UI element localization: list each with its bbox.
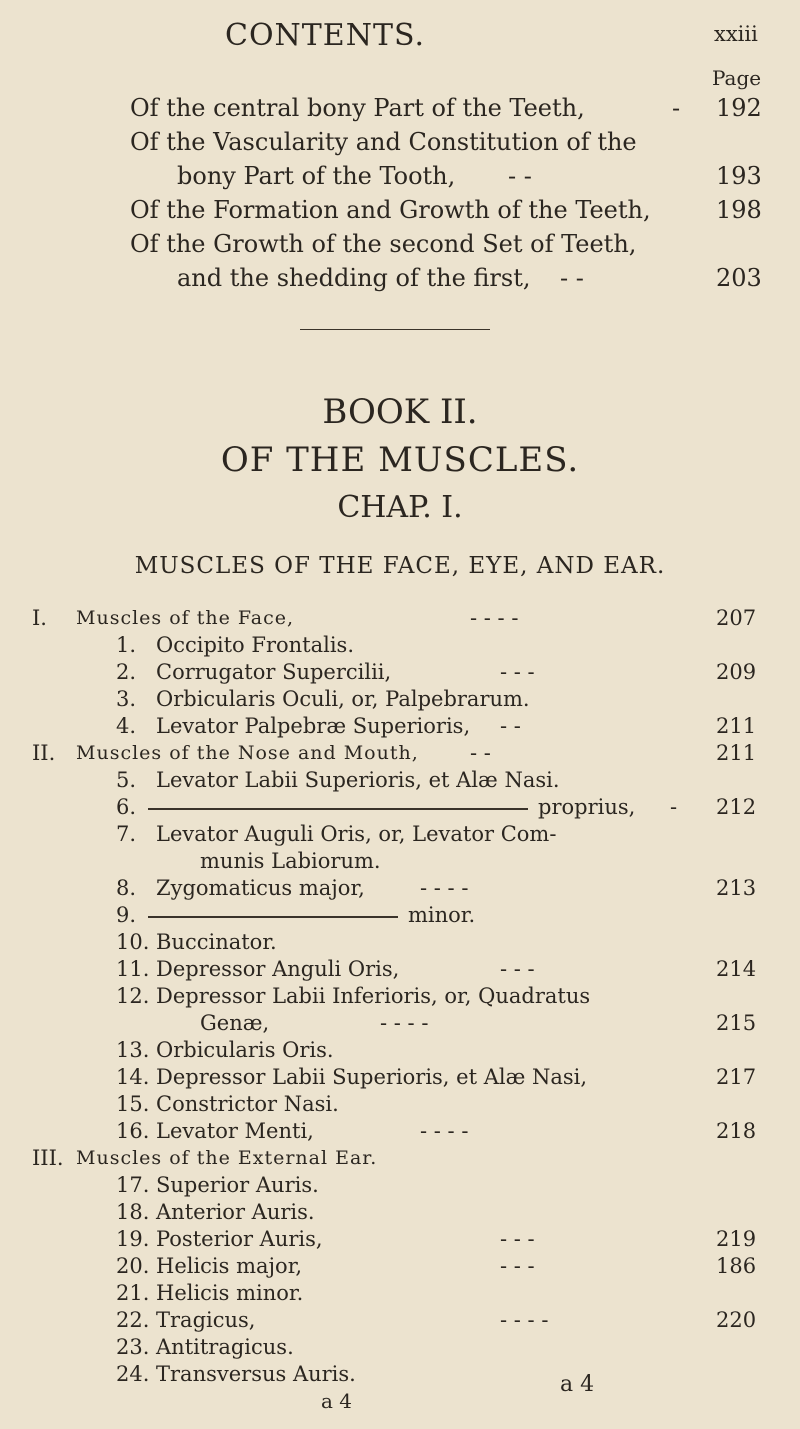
item-text: Helicis minor.: [156, 1281, 304, 1305]
item-number: 10.: [116, 930, 150, 954]
section-heading: MUSCLES OF THE FACE, EYE, AND EAR.: [134, 553, 666, 579]
page-number: 193: [716, 162, 762, 190]
group-number: II.: [32, 741, 56, 765]
page-number: 207: [716, 606, 757, 630]
ditto-rule: [148, 808, 528, 810]
item-text: Helicis major,: [156, 1254, 303, 1278]
item-text: Constrictor Nasi.: [156, 1092, 339, 1116]
page-number: 198: [716, 196, 762, 224]
item-text: Anterior Auris.: [156, 1200, 315, 1224]
item-number: 23.: [116, 1335, 150, 1359]
page-number: 192: [716, 94, 762, 122]
leader-dash: -: [672, 94, 681, 122]
item-text: Depressor Labii Inferioris, or, Quadratus: [156, 984, 591, 1008]
item-text: Levator Auguli Oris, or, Levator Com-: [156, 822, 557, 846]
leader-dash: - - - -: [420, 876, 469, 900]
page-number: 212: [716, 795, 757, 819]
item-number: 7.: [116, 822, 137, 846]
page-number: 186: [716, 1254, 757, 1278]
leader-dash: - -: [560, 264, 584, 292]
item-number: 13.: [116, 1038, 150, 1062]
item-text: Levator Palpebræ Superioris,: [156, 714, 471, 738]
item-number: 15.: [116, 1092, 150, 1116]
page-number: 214: [716, 957, 757, 981]
item-number: 22.: [116, 1308, 150, 1332]
item-number: 8.: [116, 876, 137, 900]
item-text: Levator Menti,: [156, 1119, 314, 1143]
toc-entry: Of the Formation and Growth of the Teeth,: [130, 196, 651, 224]
item-number: 5.: [116, 768, 137, 792]
item-text: minor.: [408, 903, 476, 927]
item-text: Superior Auris.: [156, 1173, 319, 1197]
page-number: 211: [716, 741, 757, 765]
chapter-title: CHAP. I.: [337, 490, 463, 525]
item-text: Genæ,: [200, 1011, 270, 1035]
page-number: 211: [716, 714, 757, 738]
item-text: Depressor Labii Superioris, et Alæ Nasi,: [156, 1065, 588, 1089]
item-text: Levator Labii Superioris, et Alæ Nasi.: [156, 768, 560, 792]
group-title: Muscles of the Face,: [76, 607, 295, 629]
toc-entry: Of the Vascularity and Constitution of the: [130, 128, 637, 156]
item-number: 3.: [116, 687, 137, 711]
running-head: CONTENTS.: [225, 18, 425, 53]
item-number: 12.: [116, 984, 150, 1008]
group-number: I.: [32, 606, 47, 630]
book-subtitle: OF THE MUSCLES.: [220, 440, 580, 480]
page-number: 220: [716, 1308, 757, 1332]
group-title: Muscles of the Nose and Mouth,: [76, 742, 419, 764]
catchword: a 4: [560, 1372, 595, 1397]
item-number: 6.: [116, 795, 137, 819]
leader-dash: - -: [470, 741, 491, 765]
catchword: a 4: [321, 1389, 353, 1413]
page-number: 215: [716, 1011, 757, 1035]
item-number: 19.: [116, 1227, 150, 1251]
item-text: munis Labiorum.: [200, 849, 381, 873]
group-title: Muscles of the External Ear.: [76, 1147, 378, 1169]
toc-entry: and the shedding of the first,: [177, 264, 531, 292]
leader-dash: - -: [508, 162, 532, 190]
leader-dash: - - - -: [380, 1011, 429, 1035]
page-number: 203: [716, 264, 762, 292]
toc-entry: bony Part of the Tooth,: [177, 162, 456, 190]
item-text: Zygomaticus major,: [156, 876, 365, 900]
leader-dash: - - - -: [500, 1308, 549, 1332]
item-number: 1.: [116, 633, 137, 657]
leader-dash: - - -: [500, 1254, 535, 1278]
item-text: Antitragicus.: [156, 1335, 294, 1359]
item-text: Occipito Frontalis.: [156, 633, 354, 657]
item-text: Posterior Auris,: [156, 1227, 323, 1251]
toc-entry: Of the central bony Part of the Teeth,: [130, 94, 585, 122]
item-number: 20.: [116, 1254, 150, 1278]
item-text: Depressor Anguli Oris,: [156, 957, 400, 981]
leader-dash: - - - -: [470, 606, 519, 630]
item-number: 9.: [116, 903, 137, 927]
leader-dash: - - -: [500, 957, 535, 981]
leader-dash: - - -: [500, 660, 535, 684]
item-text: Orbicularis Oculi, or, Palpebrarum.: [156, 687, 530, 711]
item-number: 16.: [116, 1119, 150, 1143]
item-text: Buccinator.: [156, 930, 277, 954]
page-number: 209: [716, 660, 757, 684]
ditto-rule: [148, 916, 398, 918]
item-text: Tragicus,: [156, 1308, 256, 1332]
leader-dash: - - -: [500, 1227, 535, 1251]
leader-dash: - -: [500, 714, 521, 738]
item-text: Orbicularis Oris.: [156, 1038, 334, 1062]
leader-dash: -: [670, 795, 678, 819]
section-rule: [300, 329, 490, 330]
item-number: 18.: [116, 1200, 150, 1224]
leader-dash: - - - -: [420, 1119, 469, 1143]
page-number: 219: [716, 1227, 757, 1251]
folio-number: xxiii: [714, 22, 758, 46]
item-number: 11.: [116, 957, 150, 981]
item-text: Transversus Auris.: [156, 1362, 356, 1386]
page-number: 217: [716, 1065, 757, 1089]
item-text: Corrugator Supercilii,: [156, 660, 392, 684]
group-number: III.: [32, 1146, 64, 1170]
book-title: BOOK II.: [322, 392, 478, 432]
page-number: 218: [716, 1119, 757, 1143]
item-number: 17.: [116, 1173, 150, 1197]
item-number: 14.: [116, 1065, 150, 1089]
item-number: 24.: [116, 1362, 150, 1386]
item-number: 21.: [116, 1281, 150, 1305]
page-column-label: Page: [712, 66, 762, 90]
item-number: 4.: [116, 714, 137, 738]
item-text: proprius,: [538, 795, 636, 819]
item-number: 2.: [116, 660, 137, 684]
toc-entry: Of the Growth of the second Set of Teeth,: [130, 230, 637, 258]
page-number: 213: [716, 876, 757, 900]
